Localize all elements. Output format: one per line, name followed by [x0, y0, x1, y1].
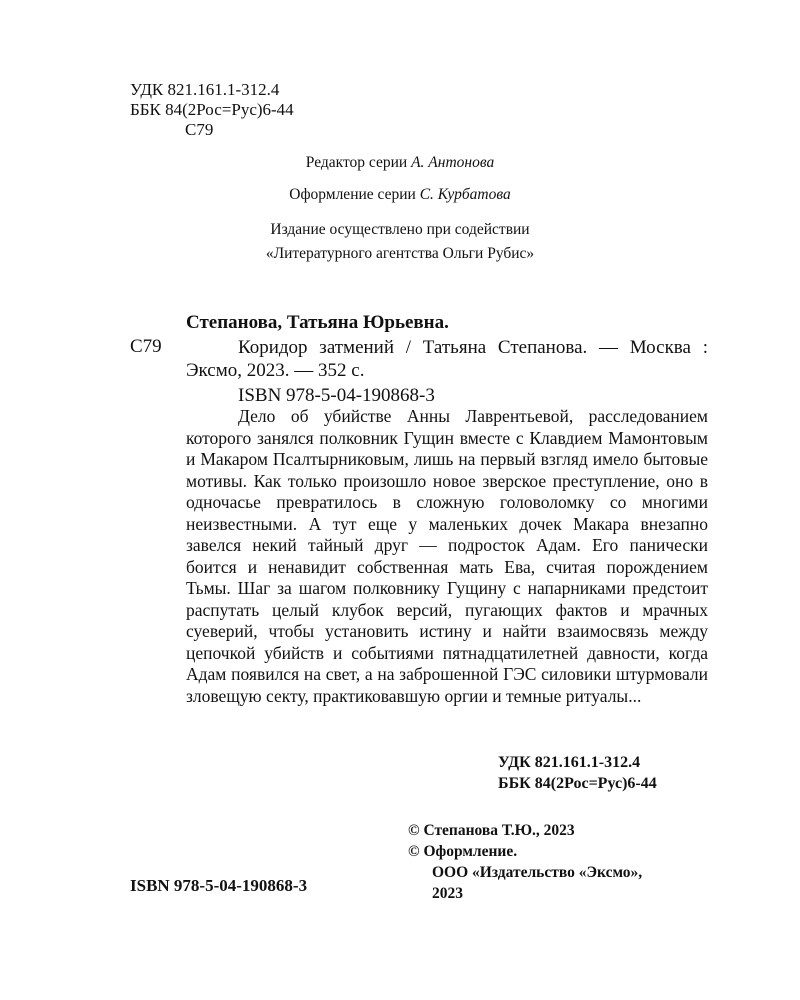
bibliographic-record — [186, 336, 708, 382]
support-note — [0, 218, 800, 266]
catalog-code: С79 — [185, 120, 214, 139]
isbn-bottom: ISBN 978-5-04-190868-3 — [130, 876, 308, 895]
copyright-author: © Степанова Т.Ю., 2023 — [408, 822, 575, 839]
series-design-name: С. Курбатова — [419, 186, 511, 203]
footer-classification — [498, 752, 657, 794]
series-design-label: Оформление серии — [289, 186, 416, 203]
support-line-2: «Литературного агентства Ольги Рубис» — [265, 245, 535, 262]
copyright-publisher: ООО «Издательство «Эксмо», — [432, 864, 643, 881]
footer-bbk: ББК 84(2Рос=Рус)6-44 — [498, 775, 657, 792]
author-heading: Степанова, Татьяна Юрьевна. — [186, 312, 449, 333]
copyright-year: 2023 — [432, 885, 463, 902]
classification-block — [130, 80, 294, 140]
bbk-code: ББК 84(2Рос=Рус)6-44 — [130, 100, 294, 119]
bib-catalog-code: С79 — [130, 336, 162, 357]
udk-code: УДК 821.161.1-312.4 — [130, 80, 280, 99]
copyright-design: © Оформление. — [408, 843, 518, 860]
copyright-block — [408, 820, 642, 904]
series-editor-name: А. Антонова — [411, 154, 495, 171]
isbn-record: ISBN 978-5-04-190868-3 — [238, 385, 435, 406]
support-line-1: Издание осуществлено при содействии — [270, 221, 530, 238]
annotation-text: Дело об убийстве Анны Лаврентьевой, расследованием которого занялся полковник Гущин вместе с Клавдием Мамонтовым и Макаром Псалтырниковым, лишь на первый взгляд имело бытовые мотивы. Как только произошло новое зверское преступление, оно в одночасье превратилось в сложную головоломку со многими неизвестными. А тут еще у маленьких дочек Макара внезапно завелся некий тайный друг — подросток Адам. Его панически боится и ненавидит собственная мать Ева, считая порождением Тьмы. Шаг за шагом полковнику Гущину с напарниками предстоит распутать целый клубок версий, пугающих фактов и мрачных суеверий, чтобы установить истину и найти взаимосвязь между цепочкой убийств и событиями пятнадцатилетней давности, когда Адам появился на свет, а на заброшенной ГЭС силовики штурмовали зловещую секту, практиковавшую оргии и темные ритуалы... — [186, 406, 708, 706]
record-text: Коридор затмений / Татьяна Степанова. — Москва : Эксмо, 2023. — 352 с. — [186, 337, 708, 381]
series-editor-line — [0, 154, 800, 172]
footer-udk: УДК 821.161.1-312.4 — [498, 754, 641, 771]
series-design-line — [0, 186, 800, 204]
series-editor-label: Редактор серии — [305, 154, 408, 171]
